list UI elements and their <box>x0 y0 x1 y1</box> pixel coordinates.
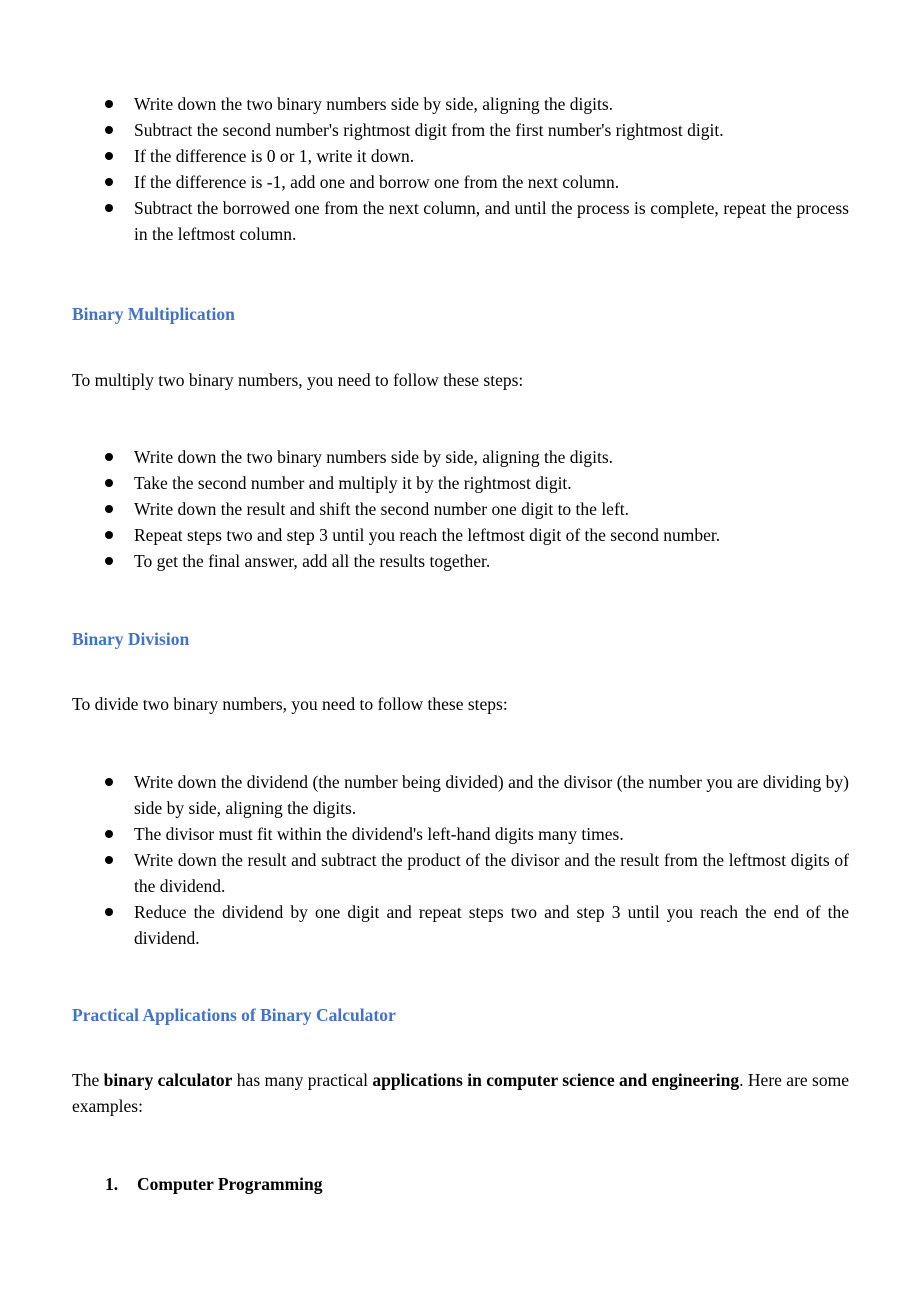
heading-binary-multiplication: Binary Multiplication <box>72 304 235 324</box>
paragraph-text: . Here are some examples: <box>72 1070 849 1116</box>
list-item: Reduce the dividend by one digit and repeat steps two and step 3 until you reach the end of the dividend. <box>134 899 849 951</box>
applications-numbered-list <box>72 1171 849 1197</box>
heading-practical-applications: Practical Applications of Binary Calculator <box>72 1005 396 1025</box>
list-item: To get the final answer, add all the results together. <box>134 548 849 574</box>
applications-intro-paragraph <box>72 1067 849 1119</box>
list-item: Subtract the second number's rightmost digit from the first number's rightmost digit. <box>134 117 849 143</box>
binary-multiplication-steps-list <box>72 444 849 574</box>
multiplication-intro-paragraph: To multiply two binary numbers, you need to follow these steps: <box>72 370 524 390</box>
paragraph-bold-text: applications in computer science and engineering <box>372 1070 740 1090</box>
binary-division-steps-list <box>72 769 849 951</box>
list-item: If the difference is 0 or 1, write it down. <box>134 143 849 169</box>
list-item: Write down the dividend (the number being divided) and the divisor (the number you are dividing by) side by side, aligning the digits. <box>134 769 849 821</box>
paragraph-text: The <box>72 1070 104 1090</box>
paragraph-text: has many practical <box>232 1070 373 1090</box>
list-item-number: 1. <box>105 1174 119 1194</box>
paragraph-bold-text: binary calculator <box>103 1070 233 1090</box>
heading-binary-division: Binary Division <box>72 629 190 649</box>
list-item-label: Computer Programming <box>137 1174 323 1194</box>
list-item: Repeat steps two and step 3 until you reach the leftmost digit of the second number. <box>134 522 849 548</box>
binary-subtraction-steps-list <box>72 91 849 247</box>
list-item: If the difference is -1, add one and borrow one from the next column. <box>134 169 849 195</box>
list-item: Write down the result and subtract the product of the divisor and the result from the leftmost digits of the dividend. <box>134 847 849 899</box>
list-item: Write down the two binary numbers side by side, aligning the digits. <box>134 91 849 117</box>
list-item: Write down the result and shift the second number one digit to the left. <box>134 496 849 522</box>
numbered-list-item <box>105 1171 849 1197</box>
list-item: Write down the two binary numbers side by side, aligning the digits. <box>134 444 849 470</box>
division-intro-paragraph: To divide two binary numbers, you need to follow these steps: <box>72 694 508 714</box>
list-item: Take the second number and multiply it by the rightmost digit. <box>134 470 849 496</box>
list-item: Subtract the borrowed one from the next column, and until the process is complete, repeat the process in the leftmost column. <box>134 195 849 247</box>
list-item: The divisor must fit within the dividend's left-hand digits many times. <box>134 821 849 847</box>
